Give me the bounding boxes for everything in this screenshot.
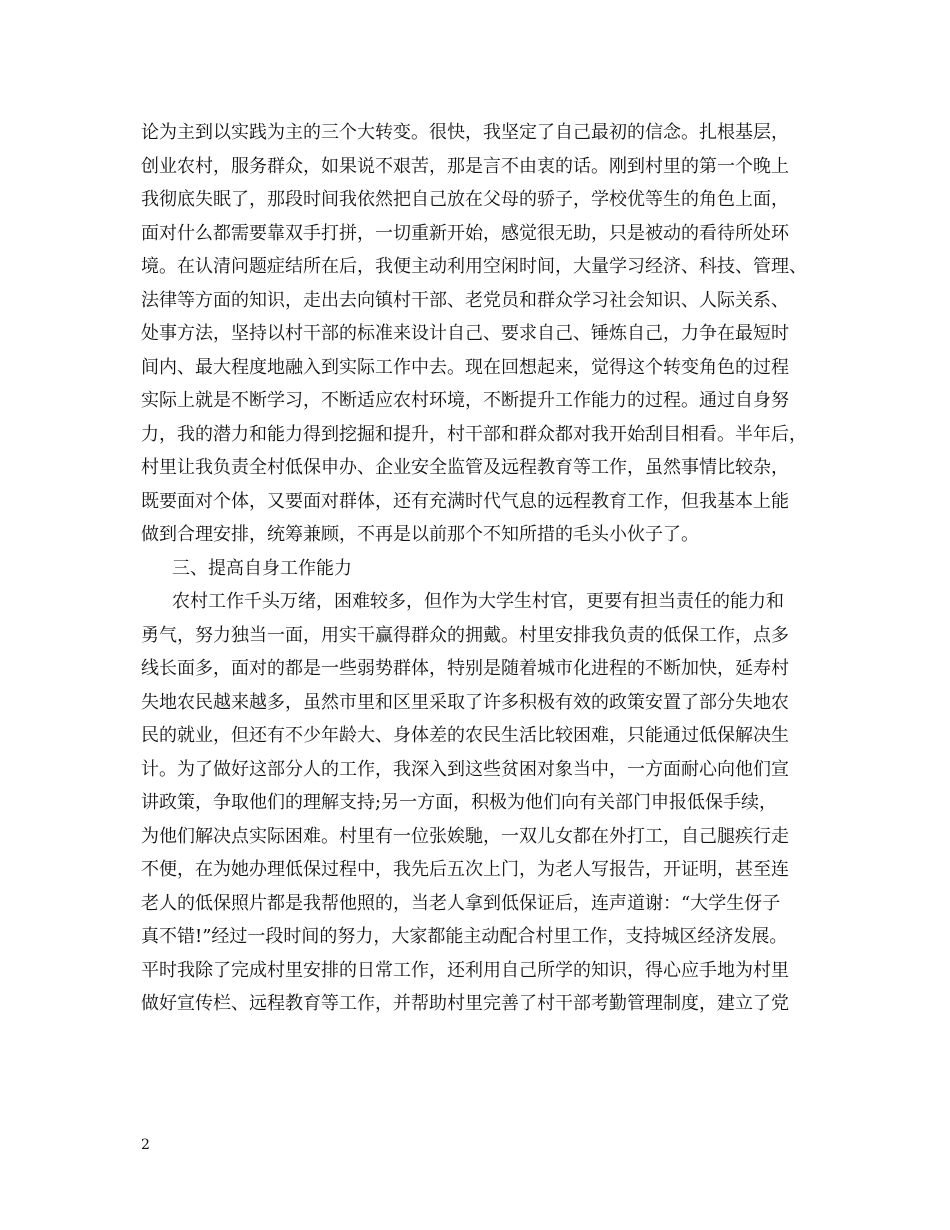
text-line: 线长面多，面对的都是一些弱势群体，特别是随着城市化进程的不断加快，延寿村	[141, 658, 789, 679]
text-line: 平时我除了完成村里安排的日常工作，还利用自己所学的知识，得心应手地为村里	[141, 959, 789, 981]
text-line: 讲政策，争取他们的理解支持;另一方面，积极为他们向有关部门申报低保手续，	[141, 792, 778, 813]
text-line: 勇气，努力独当一面，用实干赢得群众的拥戴。村里安排我负责的低保工作，点多	[141, 624, 789, 646]
text-line: 计。为了做好这部分人的工作，我深入到这些贫困对象当中，一方面耐心向他们宣	[141, 758, 789, 780]
text-line: 民的就业，但还有不少年龄大、身体差的农民生活比较困难，只能通过低保解决生	[141, 725, 789, 746]
text-line: 论为主到以实践为主的三个大转变。很快，我坚定了自己最初的信念。扎根基层，	[141, 122, 789, 143]
page-number: 2	[141, 1137, 150, 1153]
text-line: 我彻底失眠了，那段时间我依然把自己放在父母的骄子，学校优等生的角色上面，	[141, 189, 789, 210]
text-line: 老人的低保照片都是我帮他照的，当老人拿到低保证后，连声道谢：“大学生伢子	[141, 892, 781, 914]
text-line: 不便，在为她办理低保过程中，我先后五次上门，为老人写报告，开证明，甚至连	[141, 859, 789, 880]
text-line: 村里让我负责全村低保申办、企业安全监管及远程教育等工作，虽然事情比较杂，	[141, 457, 789, 478]
text-line: 为他们解决点实际困难。村里有一位张娭馳，一双儿女都在外打工，自己腿疾行走	[141, 825, 789, 847]
text-line: 面对什么都需要靠双手打拼，一切重新开始，感觉很无助，只是被动的看待所处环	[141, 222, 789, 244]
text-line: 既要面对个体，又要面对群体，还有充满时代气息的远程教育工作，但我基本上能	[141, 490, 789, 512]
body-text	[141, 116, 831, 1021]
text-line: 间内、最大程度地融入到实际工作中去。现在回想起来，觉得这个转变角色的过程	[141, 356, 789, 378]
text-line: 处事方法，坚持以村干部的标准来设计自己、要求自己、锤炼自己，力争在最短时	[141, 323, 789, 344]
text-line: 境。在认清问题症结所在后，我便主动利用空闲时间，大量学习经济、科技、管理、	[141, 256, 807, 277]
text-line: 做到合理安排，统筹兼顾，不再是以前那个不知所措的毛头小伙子了。	[141, 524, 699, 545]
text-line: 真不错!”经过一段时间的努力，大家都能主动配合村里工作，支持城区经济发展。	[141, 926, 788, 947]
text-line: 创业农村，服务群众，如果说不艰苦，那是言不由衷的话。刚到村里的第一个晚上	[141, 155, 789, 177]
text-line: 力，我的潜力和能力得到挖掘和提升，村干部和群众都对我开始刮目相看。半年后，	[141, 423, 807, 445]
text-line: 失地农民越来越多，虽然市里和区里采取了许多积极有效的政策安置了部分失地农	[141, 691, 789, 713]
section-heading: 三、提高自身工作能力	[172, 557, 352, 579]
text-line: 法律等方面的知识，走出去向镇村干部、老党员和群众学习社会知识、人际关系、	[141, 289, 789, 311]
text-line: 实际上就是不断学习，不断适应农村环境，不断提升工作能力的过程。通过自身努	[141, 390, 789, 411]
paragraph-start-line: 农村工作千头万绪，困难较多，但作为大学生村官，更要有担当责任的能力和	[172, 591, 784, 612]
text-line: 做好宣传栏、远程教育等工作，并帮助村里完善了村干部考勤管理制度，建立了党	[141, 993, 789, 1014]
